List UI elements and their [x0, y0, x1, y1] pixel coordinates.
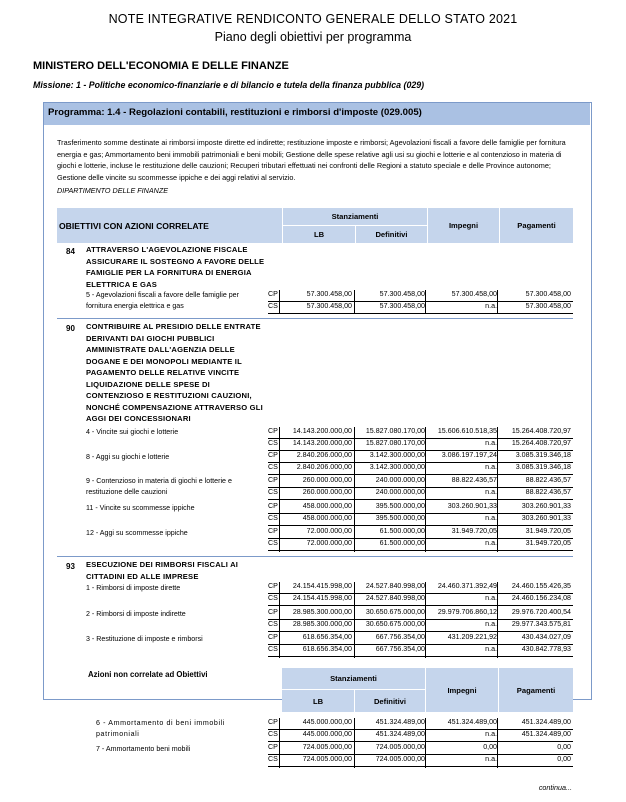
header-lb: LB: [312, 696, 324, 706]
objective-title: ATTRAVERSO L'AGEVOLAZIONE FISCALE ASSICURARE IL SOSTEGNO A FAVORE DELLE FAMIGLIE PER LA FORNITURA DI ENERGIA ELETTRICA E GAS: [86, 245, 265, 289]
uncorrelated-table-header: [282, 668, 573, 712]
action-label: 12 - Aggi su scommesse ippiche: [86, 529, 188, 537]
table-row: CS 445.000.000,00 451.324.489,00 n.a. 451.324.489,00: [268, 730, 573, 742]
continued-label: continua...: [538, 783, 572, 792]
department-label: DIPARTIMENTO DELLE FINANZE: [57, 186, 169, 195]
table-row: CP 724.005.000,00 724.005.000,00 0,00 0,00: [268, 743, 573, 755]
table-row: CS 72.000.000,00 61.500.000,00 n.a. 31.949.720,05: [268, 539, 573, 551]
table-row: CP 72.000.000,00 61.500.000,00 31.949.720,05 31.949.720,05: [268, 527, 573, 539]
objective-number: 90: [66, 324, 75, 333]
uncorrelated-title: Azioni non correlate ad Obiettivi: [88, 670, 208, 679]
header-pagamenti: Pagamenti: [516, 685, 556, 695]
action-label: 7 - Ammortamento beni mobili: [96, 745, 191, 753]
action-label: 5 - Agevolazioni fiscali a favore delle famiglie per fornitura energia elettrica e gas: [86, 291, 239, 310]
header-pagamenti: Pagamenti: [517, 221, 556, 230]
header-obiettivi: OBIETTIVI CON AZIONI CORRELATE: [59, 220, 209, 231]
action-label: 6 - Ammortamento di beni immobili patrimoniali: [96, 719, 226, 738]
page-title: NOTE INTEGRATIVE RENDICONTO GENERALE DELLO STATO 2021: [108, 12, 518, 26]
table-row: CS 14.143.200.000,00 15.827.080.170,00 n.a. 15.264.408.720,97: [268, 439, 573, 451]
table-row: CP 28.985.300.000,00 30.650.675.000,00 29.979.706.860,12 29.976.720.400,54: [268, 608, 573, 620]
header-stanziamenti: Stanziamenti: [331, 212, 379, 221]
table-row: CS 57.300.458,00 57.300.458,00 n.a. 57.300.458,00: [268, 302, 573, 314]
header-impegni: Impegni: [447, 685, 477, 695]
program-title: Programma: 1.4 - Regolazioni contabili, restituzioni e rimborsi d'imposte (029.005): [48, 107, 422, 118]
header-impegni: Impegni: [448, 221, 479, 230]
header-definitivi: Definitivi: [375, 230, 408, 239]
objective-number: 93: [66, 562, 75, 571]
table-row: CS 2.840.206.000,00 3.142.300.000,00 n.a. 3.085.319.346,18: [268, 463, 573, 475]
table-row: CP 458.000.000,00 395.500.000,00 303.260.901,33 303.260.901,33: [268, 502, 573, 514]
objective-number: 84: [66, 247, 75, 256]
action-label: 11 - Vincite su scommesse ippiche: [86, 504, 195, 512]
table-row: CP 260.000.000,00 240.000.000,00 88.822.436,57 88.822.436,57: [268, 476, 573, 488]
objectives-table-header: [57, 208, 573, 243]
table-row: CS 28.985.300.000,00 30.650.675.000,00 n.a. 29.977.343.575,81: [268, 620, 573, 632]
table-row: CP 445.000.000,00 451.324.489,00 451.324.489,00 451.324.489,00: [268, 718, 573, 730]
mission-heading: Missione: 1 - Politiche economico-finanziarie e di bilancio e tutela della finanza pubblica (029): [33, 80, 425, 90]
page-subtitle: Piano degli obiettivi per programma: [214, 30, 412, 44]
action-label: 9 - Contenzioso in materia di giochi e lotterie e restituzione delle cauzioni: [86, 477, 232, 496]
action-label: 1 - Rimborsi di imposte dirette: [86, 584, 181, 592]
table-row: CS 618.656.354,00 667.756.354,00 n.a. 430.842.778,93: [268, 645, 573, 657]
table-row: CS 260.000.000,00 240.000.000,00 n.a. 88.822.436,57: [268, 488, 573, 500]
table-row: CP 2.840.206.000,00 3.142.300.000,00 3.086.197.197,24 3.085.319.346,18: [268, 451, 573, 463]
action-label: 8 - Aggi su giochi e lotterie: [86, 453, 170, 461]
objective-title: CONTRIBUIRE AL PRESIDIO DELLE ENTRATE DERIVANTI DAI GIOCHI PUBBLICI AMMINISTRATE DALL'AGENZIA DELLE DOGANE E DEI MONOPOLI MEDIANTE IL PAGAMENTO DELLE RELATIVE VINCITE LIQUIDAZIONE DELLE SPESE DI CONTENZIOSO E RESTITUZIONI CAUZIONI, NONCHÉ COMPENSAZIONE ATTRAVERSO GLI AGGI DEI CONCESSIONARI: [86, 322, 263, 423]
table-row: CP 14.143.200.000,00 15.827.080.170,00 15.606.610.518,35 15.264.408.720,97: [268, 427, 573, 439]
header-lb: LB: [313, 230, 325, 239]
action-label: 4 - Vincite sui giochi e lotterie: [86, 428, 179, 436]
action-label: 3 - Restituzione di imposte e rimborsi: [86, 635, 203, 643]
objective-title: ESECUZIONE DEI RIMBORSI FISCALI AI CITTADINI ED ALLE IMPRESE: [86, 560, 239, 581]
ministry-heading: MINISTERO DELL'ECONOMIA E DELLE FINANZE: [33, 60, 289, 72]
table-row: CS 24.154.415.998,00 24.527.840.998,00 n.a. 24.460.156.234,08: [268, 594, 573, 606]
program-description: Trasferimento somme destinate ai rimborsi imposte dirette ed indirette; restituzione imposte e rimborsi; Agevolazioni fiscali a favore delle famiglie per fornitura energia e gas; Ammortamento beni immobili patrimoniali e beni mobili; Gestione delle spese relative agli usi su giochi e lotterie e al contenzioso in materia di giochi e lotterie, incluse le restituzione delle cauzioni; Recuperi tributari effettuati nei confronti delle Regioni a statuto speciale e delle Province autonome; Gestione delle vincite su scommesse ippiche e dei aggi relativi al servizio.: [57, 138, 566, 182]
table-row: CS 458.000.000,00 395.500.000,00 n.a. 303.260.901,33: [268, 514, 573, 526]
header-stanziamenti: Stanziamenti: [330, 674, 377, 683]
table-row: CP 24.154.415.998,00 24.527.840.998,00 24.460.371.392,49 24.460.155.426,35: [268, 582, 573, 594]
table-row: CP 57.300.458,00 57.300.458,00 57.300.458,00 57.300.458,00: [268, 290, 573, 302]
table-row: CS 724.005.000,00 724.005.000,00 n.a. 0,00: [268, 755, 573, 767]
table-row: CP 618.656.354,00 667.756.354,00 431.209.221,92 430.434.027,09: [268, 633, 573, 645]
action-label: 2 - Rimborsi di imposte indirette: [86, 610, 186, 618]
header-definitivi: Definitivi: [373, 696, 407, 706]
